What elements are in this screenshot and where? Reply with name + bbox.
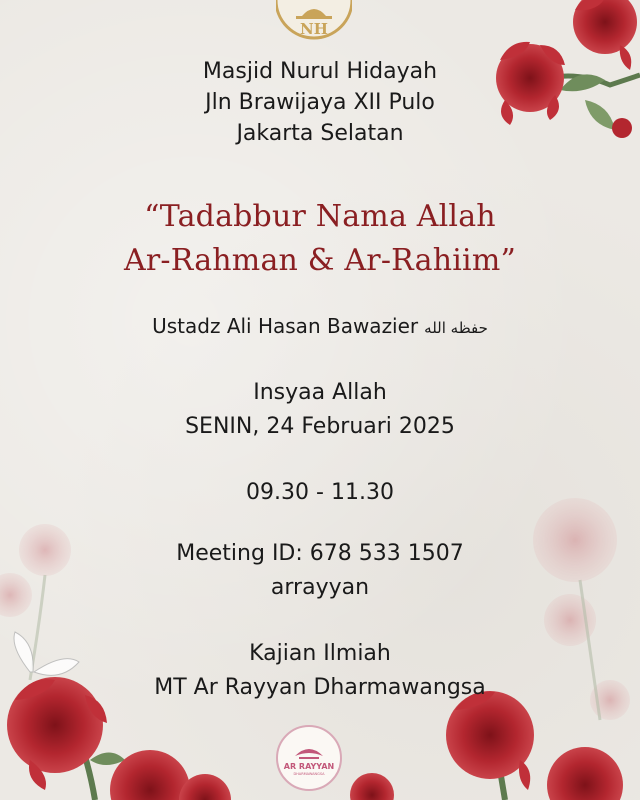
meeting-id: Meeting ID: 678 533 1507 (176, 541, 464, 566)
speaker-line (0, 314, 640, 338)
ar-rayyan-logo-sub: DHARMAWANGSA (293, 772, 325, 776)
organizer-line-1: Kajian Ilmiah (249, 641, 391, 666)
schedule-date-block (0, 376, 640, 444)
organizer-block (0, 637, 640, 705)
masjid-logo-monogram: NH (300, 20, 328, 38)
schedule-date: SENIN, 24 Februari 2025 (185, 414, 455, 439)
speaker-name: Ustadz Ali Hasan Bawazier (152, 314, 419, 338)
venue-street: Jln Brawijaya XII Pulo (205, 90, 435, 115)
schedule-insyaallah: Insyaa Allah (253, 380, 387, 405)
ar-rayyan-logo-name: AR RAYYAN (283, 762, 335, 771)
masjid-logo-icon (276, 0, 352, 50)
speaker-honorific: حفظه الله (424, 319, 488, 337)
carnation-flower-icon (350, 691, 623, 800)
meeting-passcode: arrayyan (270, 575, 370, 600)
schedule-time: 09.30 - 11.30 (246, 480, 394, 505)
title-line-1: “Tadabbur Nama Allah (144, 199, 496, 234)
event-title (0, 195, 640, 283)
venue-city: Jakarta Selatan (236, 121, 404, 146)
meeting-block (0, 537, 640, 605)
venue-block (0, 56, 640, 149)
ar-rayyan-logo-icon (275, 724, 343, 792)
title-line-2: Ar-Rahman & Ar-Rahiim” (123, 243, 517, 278)
venue-name: Masjid Nurul Hidayah (202, 59, 438, 84)
organizer-line-2: MT Ar Rayyan Dharmawangsa (154, 675, 486, 700)
